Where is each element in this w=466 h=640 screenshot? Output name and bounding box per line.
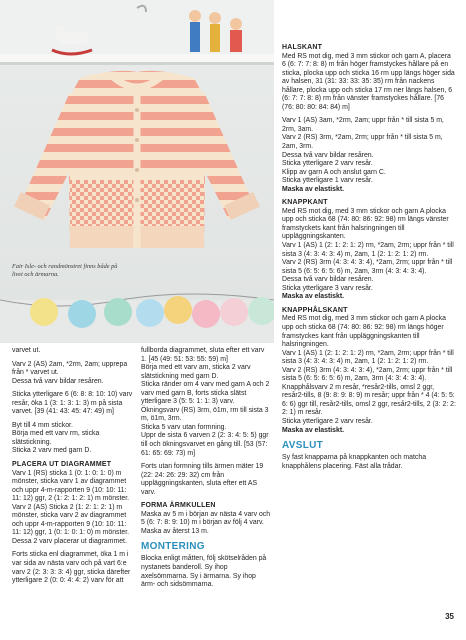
paragraph: Dessa två varv bildar resåren. <box>12 377 104 385</box>
paragraph: Maska av återst 13 m. <box>141 527 209 535</box>
sweater-photo <box>0 0 274 343</box>
paragraph: Dessa två varv bildar resåren. <box>282 151 374 159</box>
paragraph: Varv 2 (RS) 3rm, *2am, 2rm; uppr från * till sista 5 m, 2am, 3rm. <box>282 134 443 151</box>
paragraph: Klipp av garn A och anslut garn C. <box>282 168 386 176</box>
paragraph: Sticka ytterligare 1 varv resår. <box>282 177 373 185</box>
text-column-1 <box>12 347 135 591</box>
section-heading: KNAPPKANT <box>282 199 328 207</box>
paragraph: Varv 2 (AS) Sticka 2 (1: 2: 1: 2: 1) m mönster, sticka varv 2 av diagrammet och uppr 4-m-rapporten 9 (10: 10: 11: 11: 12) ggr, 1 (0: 1: 0: 1: 0) m mönster. <box>12 503 130 537</box>
section-heading: KNAPPHÅLSKANT <box>282 306 348 314</box>
paragraph: Varv 1 (AS) 3am, *2rm, 2am; uppr från * till sista 5 m, 2rm, 3am. <box>282 117 444 133</box>
paragraph: Med RS mot dig, med 3 mm stickor och garn A, placera 6 (6: 7: 7: 8: 8) m från höger framstyckes hållare på en sticka, plocka upp och sticka 16 rm upp längs höger sida av halsen, 31 (31: 33: 33: 35: 35) rm från nackens hållare, plocka upp och sticka 17 rm ner längs halsen, 6 (6: 7: 7: 8: 8) rm från vänster framstyckes hållare. [76 (76: 80: 80: 84: 84) m] <box>282 52 455 111</box>
section-heading: HALSKANT <box>282 44 323 51</box>
paragraph: Byt till 4 mm stickor. <box>12 421 73 429</box>
paragraph: Knapphålsvarv 2 m resår, *resår2-tills, omsl 2 ggr, resår2-tills, 8 (9: 8: 9: 8: 9) m resår; uppr från * 4 (4: 5: 5: 6: 6) ggr till, resår2-tills, omsl 2 ggr, resår2-tills, 2 (3: 2: 2: 2: 1) m resår. <box>282 383 456 417</box>
paragraph: Sy fast knapparna på knappkanten och matcha knapphålens placering. Fäst alla trådar. <box>282 454 427 470</box>
paragraph <box>12 361 135 378</box>
paragraph: Forts sticka enl diagrammet, öka 1 m i var sida av nästa varv och på vart 6:e varv 2 (2: 3: 3: 3: 4) ggr, sticka därefter ytterligare 2 (0: 0: 4: 4: 2) varv för att <box>12 551 131 585</box>
photo-caption: Fair Isle- och randmönstret finns både på livet och ärmarna. <box>12 263 118 278</box>
paragraph: Sticka ytterligare 2 varv resår. <box>282 160 373 168</box>
paragraph: Sticka ränder om 4 varv med garn A och 2 varv med garn B, forts sticka slätst ytterligare 3 (5: 5: 1: 1: 3) varv. <box>141 381 270 406</box>
paragraph: Sticka ytterligare 2 varv resår. <box>282 417 373 425</box>
paragraph: Varv 1 (RS) sticka 1 (0: 1: 0: 1: 0) m mönster, sticka varv 1 av diagrammet och uppr 4-m-rapporten 9 (10: 10: 11: 11: 12) ggr, 2 (1: 2: 1: 2: 1) m mönster. <box>12 469 130 503</box>
paragraph: Varv 2 (RS) 3rm (4: 3: 4: 3: 4), *2am, 2rm; uppr från * till sista 5 (6: 5: 6: 5: 6) m, 2am, 3rm (4: 3: 4: 3: 4). <box>282 259 453 275</box>
text-column-3 <box>282 44 456 476</box>
paragraph: Maska av elastiskt. <box>282 293 345 301</box>
paragraph: Sticka ytterligare 3 varv resår. <box>282 284 373 292</box>
paragraph: Blocka enligt måtten, följ skötselråden på nystanets banderoll. Sy ihop axelsömmarna. Sy i ärmarna. Sy ihop ärm- och sidsömmarna. <box>141 555 267 589</box>
paragraph: Maska av elastiskt. <box>282 426 345 434</box>
paragraph: Sticka 2 varv med garn D. <box>12 447 92 455</box>
paragraph: Med RS mot dig, med 3 mm stickor och garn A plocka upp och sticka 68 (74: 80: 86: 92: 98) rm längs höger framstyckes kant från uppläggningskanten till halsringningen. <box>282 315 446 349</box>
paragraph: fullborda diagrammet, sluta efter ett varv 1. [45 (49: 51: 53: 55: 59) m] <box>141 347 265 363</box>
section-heading-large: AVSLUT <box>282 440 324 452</box>
paragraph: Börja med ett varv rm, sticka slätstickning. <box>12 430 100 446</box>
paragraph: Sticka 5 varv utan formning. <box>141 423 227 431</box>
paragraph: Maska av 5 m i början av nästa 4 varv och 5 (6: 7: 8: 9: 10) m i början av följ 4 varv. <box>141 510 271 527</box>
paragraph: Varv 1 (AS) 1 (2: 1: 2: 1: 2) rm, *2am, 2rm; uppr från * till sista 3 (4: 3: 4: 3: 4) m, 2am, 1 (2: 1: 2: 1: 2) rm. <box>282 242 454 258</box>
paragraph: Dessa 2 varv placerar ut diagrammet. <box>12 537 127 545</box>
paragraph: Börja med ett varv am, sticka 2 varv slätstickning med garn D. <box>141 364 251 380</box>
paragraph-text: Varv 2 (AS) 2am, *2rm, 2am; upprepa från * varvet ut. <box>12 360 128 377</box>
section-heading: PLACERA UT DIAGRAMMET <box>12 461 112 469</box>
paragraph: Varv 2 (RS) 3rm (4: 3: 4: 3: 4), *2am, 2rm; uppr från * till sista 5 (6: 5: 6: 5: 6) m, 2am, 3rm (4: 3: 4: 3: 4). <box>282 366 453 383</box>
paragraph: Med RS mot dig, med 3 mm stickor och garn A plocka upp och sticka 68 (74: 80: 86: 92: 98) rm längs vänster framstyckets kant från halsringningen till uppläggningskanten. <box>282 207 449 241</box>
paragraph: Sticka ytterligare 6 (6: 8: 8: 10: 10) varv resår, öka 1 (3: 1: 3: 1: 3) m på sista varvet. [39 (41: 43: 45: 47: 49) m] <box>12 391 133 416</box>
page-number: 35 <box>445 612 454 621</box>
section-heading: FORMA ÄRMKULLEN <box>141 502 216 510</box>
paragraph: Maska av elastiskt. <box>282 185 345 193</box>
paragraph: Varv 1 (AS) 1 (2: 1: 2: 1: 2) rm, *2am, 2rm; uppr från * till sista 3 (4: 3: 4: 3: 4) m, 2am, 1 (2: 1: 2: 1: 2) rm. <box>282 349 454 366</box>
text-column-2 <box>141 347 271 595</box>
paragraph: Uppr de sista 6 varven 2 (2: 3: 4: 5: 5) ggr till och ökningsvarvet en gång till. [53 (57: 61: 65: 69: 73) m] <box>141 432 269 457</box>
paragraph: Ökningsvarv (RS) 3rm, ö1m, rm till sista 3 m, ö1m, 3rm. <box>141 406 269 423</box>
section-heading-large: MONTERING <box>141 541 205 553</box>
paragraph: Dessa två varv bildar resåren. <box>282 276 374 284</box>
paragraph: varvet ut. <box>12 347 41 354</box>
paragraph: Forts utan formning tills ärmen mäter 19 (22: 24: 26: 29: 32) cm från uppläggningskanten, sluta efter ett AS varv. <box>141 463 264 496</box>
